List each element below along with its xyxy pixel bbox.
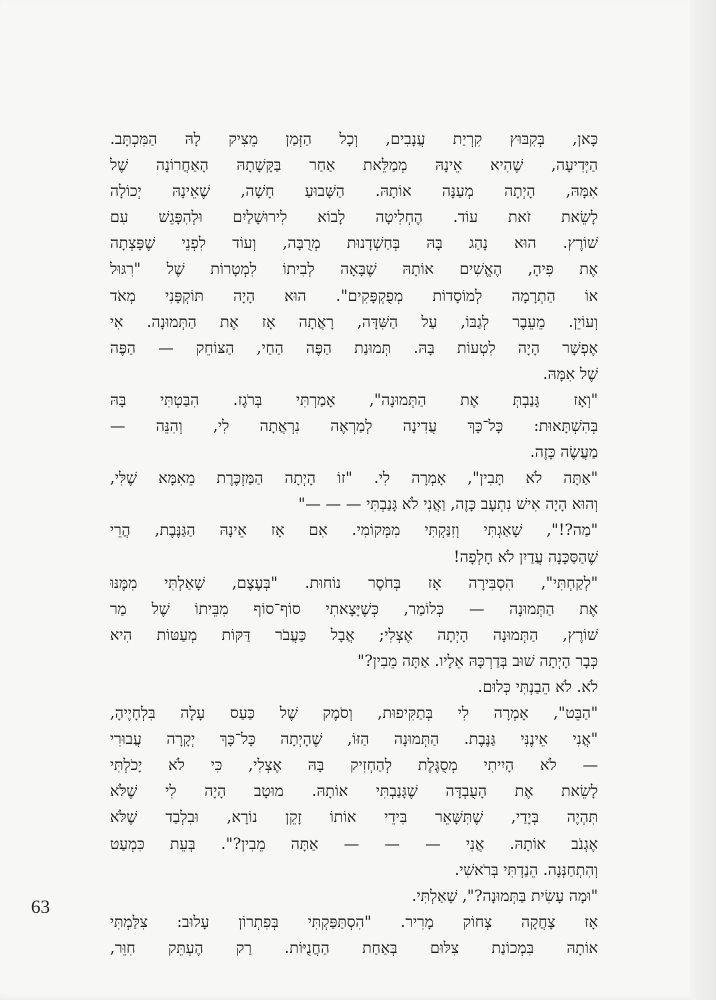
text-line: אֶפְשָׁר הָיָה לִטְעוֹת בָּהּ. תְּמוּנַת הַפֶּה הַחַי, הַצּוֹחֵק — הַפֶּה xyxy=(110,338,598,357)
text-line: לָשֵׂאת אֶת הָעֻבְדָּה שֶׁגָּנַבְתִּי אוֹתָהּ. מוּטָב הָיָה לִי שֶׁלֹּא xyxy=(110,782,598,801)
text-line: אִמָּהּ, הָיְתָה מְעַנָּה אוֹתָהּ. הַשָּׁבוּעַ חָשָׁה, שֶׁאֵינָהּ יְכוֹלָה xyxy=(110,182,598,201)
text-line: — לֹא הָיִיתִי מְסֻגֶּלֶת לְהַחְזִיק בָּהּ אֶצְלִי, כִּי לֹא יָכֹלְתִּי xyxy=(110,756,598,775)
text-line: אוֹתָהּ בִּמְכוֹנַת צִלּוּם בְּאַחַת הַחֲנֻיּוֹת. רַק הֶעְתֵּק חִוֵּר, xyxy=(110,938,598,957)
text-line: אוֹ הַתְרָמָה לְמוֹסָדוֹת מְפֻקְפָּקִים". הוּא הָיָה תּוֹקְפָּנִי מְאֹד xyxy=(110,286,598,305)
text-line: "אַתָּה לֹא תָּבִין", אָמְרָה לִי. "זוֹ הָיְתָה הַמַּזְכֶּרֶת מֵאִמָּא שֶׁלִּי, xyxy=(110,469,598,488)
text-line: "וְאָז גָּנַבְתְּ אֶת הַתְּמוּנָה", אָמַרְתִּי בְּרֹגֶז. הִבַּטְתִּי בָּהּ xyxy=(110,390,598,409)
text-line: וְעוֹיֵן. מֵעֵבֶר לְגַבּוֹ, עַל הַשִּׁדָּה, רָאֲתָה אָז אֶת הַתְּמוּנָה. אִי xyxy=(110,312,598,331)
page-gutter-shadow xyxy=(690,0,716,1000)
text-line: אֶגְנֹב אוֹתָהּ. אֲנִי — — — אַתָּה מֵבִין?". בְּעֵת כִּמְעַט xyxy=(110,834,598,853)
page-text-body xyxy=(110,126,598,961)
page-number: 63 xyxy=(31,897,50,918)
text-line: "מַה?!", שָׁאַגְתִּי וְזִנַּקְתִּי מִמְּקוֹמִי. אִם אָז אֵינָהּ הַגַּנֶּבֶת, הֲרֵי xyxy=(110,521,598,540)
text-line: תִּהְיֶה בְּיָדַי, שֶׁתִּשָּׁאֵר בִּידֵי אוֹתוֹ זָקֵן נוֹרָא, וּבִלְבַד שֶׁלֹּא xyxy=(110,808,598,827)
text-line: לָשֵׂאת זֹאת עוֹד. הֶחְלִיטָה לָבוֹא לִירוּשָׁלַיִם וּלְהִפָּגֵשׁ עִם xyxy=(110,208,598,227)
text-line: וְהוּא הָיָה אִישׁ נִתְעָב כָּזֶה, וַאֲנִי לֹא גָּנַבְתִּי — — —" xyxy=(298,495,598,514)
text-line: שֶׁל אִמָּהּ. xyxy=(542,364,598,383)
text-line: אֶת הַתְּמוּנָה — כְּלוֹמַר, כְּשֶׁיָּצָאתִי סוֹף־סוֹף מִבֵּיתוֹ שֶׁל מַר xyxy=(110,599,598,618)
text-line: אֶת פִּיהָ, הֶאֱשִׁים אוֹתָהּ שֶׁבָּאָה לְבִיתוֹ לִמְטָרוֹת שֶׁל "רִגּוּל xyxy=(110,260,598,279)
text-line: שׁוֹרֶץ. הוּא נָהַג בָּהּ בְּחַשְׁדָנוּת מְרֻבָּה, וְעוֹד לִפְנֵי שֶׁפָּצְתָה xyxy=(110,234,598,253)
text-line: לֹא. לֹא הֵבַנְתִּי כְּלוּם. xyxy=(477,677,598,696)
text-line: מַעֲשֶׂה כָּזֶה. xyxy=(529,443,598,462)
text-line: "לְקַחְתִּי", הִסְבִּירָה אָז בְּחֹסֶר נוֹחוּת. "בְּעֶצֶם, שָׁאַלְתִּי מִמֶּנּוּ xyxy=(110,573,598,592)
text-line: שׁוֹרֶץ, הַתְּמוּנָה הָיְתָה אֶצְלִי; אֲבָל כַּעֲבֹר דַּקּוֹת מְעַטּוֹת הִיא xyxy=(110,625,598,644)
text-line: אָז צָחֲקָה צְחוֹק מָרִיר. "הִסְתַּפַּקְתִּי בְּפִתְרוֹן עָלוּב: צִלַּמְתִּי xyxy=(110,912,598,931)
text-line: שֶׁהַסַּכָּנָה עֲדַיִן לֹא חָלְפָה! xyxy=(453,547,598,566)
text-line: כְּבָר הָיְתָה שׁוּב בְּדַרְכָּהּ אֵלָיו. אַתָּה מֵבִין?" xyxy=(357,651,598,670)
text-line: הַיְּדִיעָה, שֶׁהִיא אֵינָהּ מְמַלֵּאת אַחַר בַּקָּשָׁתָהּ הָאַחֲרוֹנָה שֶׁל xyxy=(110,156,598,175)
text-line: "הַבֵּט", אָמְרָה לִי בְּתַקִּיפוּת, וְסֹמֶק שֶׁל כַּעַס עָלָה בִּלְחָיֶיהָ, xyxy=(110,704,598,723)
text-line: "וּמָה עָשִׂית בַּתְּמוּנָה?", שָׁאַלְתִּי. xyxy=(411,886,598,905)
text-line: וְהִתְחַנְּנָה. הֵנַדְתִּי בְּרֹאשִׁי. xyxy=(454,860,598,879)
text-line: כָּאן, בְּקִבּוּץ קִרְיַת עֲנָבִים, וְכָל הַזְּמַן מֵצִיק לָהּ הַמִּכְתָּב. xyxy=(110,130,598,148)
text-line: בְּהִשְׁתָּאוּת: כָּל־כָּךְ עֲדִינָה לְמַרְאֶה נִרְאֲתָה לִי, וְהִנֵּה — xyxy=(110,417,598,436)
text-line: "אֲנִי אֵינֶנִּי גַּנֶּבֶת. הַתְּמוּנָה הַזּוֹ, שֶׁהָיְתָה כָּל־כָּךְ יְקָרָה עֲבוּרִי xyxy=(110,730,598,749)
